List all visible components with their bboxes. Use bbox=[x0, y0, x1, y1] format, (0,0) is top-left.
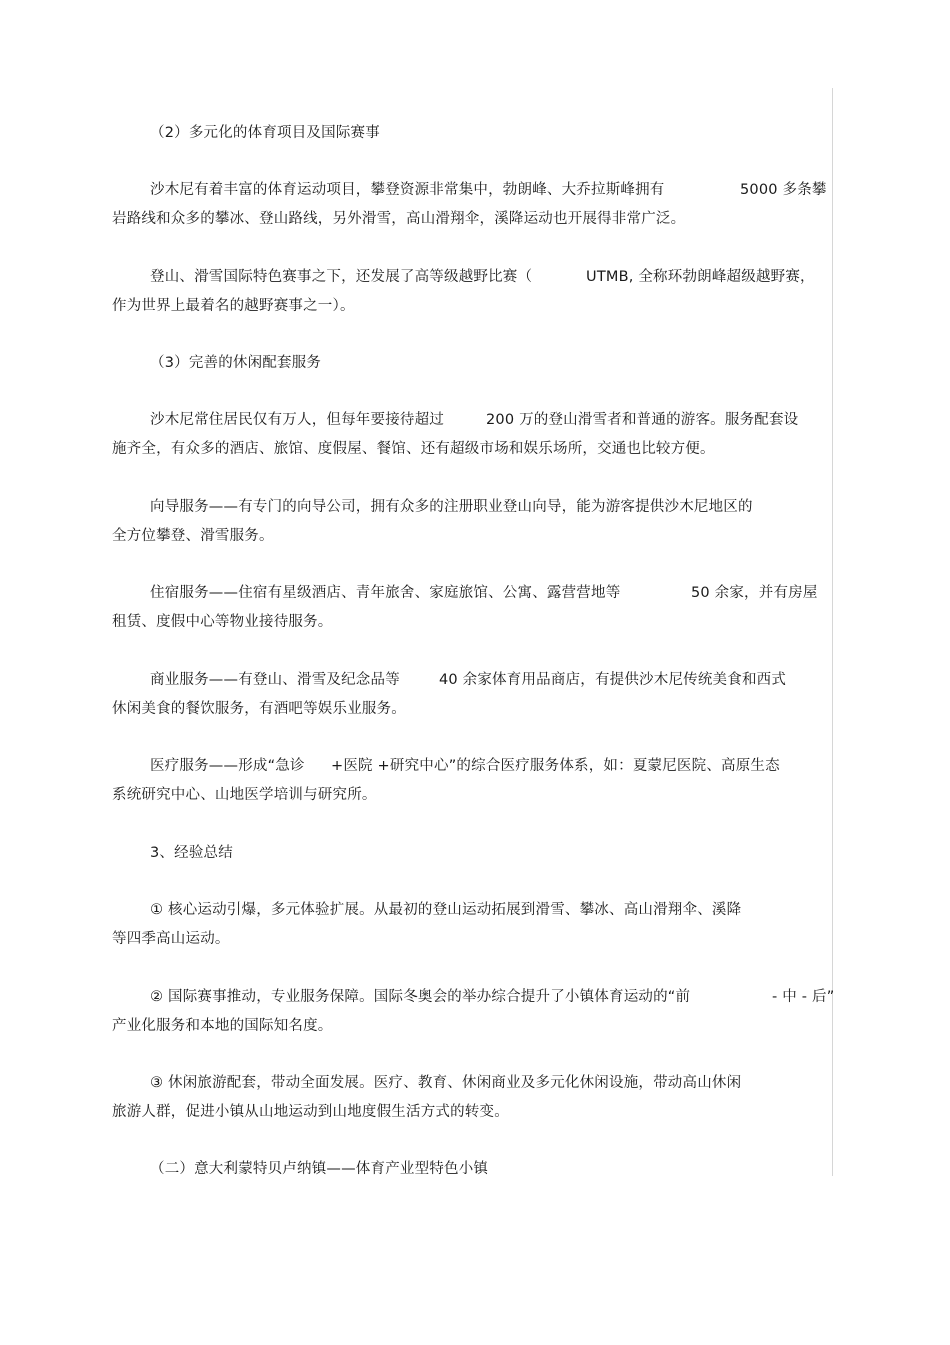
paragraph-sports-projects-line-2: 岩路线和众多的攀冰、登山路线，另外滑雪，高山滑翔伞，溪降运动也开展得非常广泛。 bbox=[112, 211, 686, 227]
paragraph-events-line-2: 作为世界上最着名的越野赛事之一）。 bbox=[112, 298, 355, 314]
paragraph-leisure-tourism-line-1: ③ 休闲旅游配套，带动全面发展。医疗、教育、休闲商业及多元化休闲设施，带动高山休闲 bbox=[150, 1075, 742, 1091]
text-segment: - 中 - 后” bbox=[772, 989, 835, 1005]
text-segment: 50 余家，并有房屋 bbox=[691, 585, 818, 601]
text-segment: 住宿服务——住宿有星级酒店、青年旅舍、家庭旅馆、公寓、露营营地等 bbox=[150, 585, 621, 601]
text-segment: ② 国际赛事推动，专业服务保障。国际冬奥会的举办综合提升了小镇体育运动的“前 bbox=[150, 989, 691, 1005]
paragraph-residents-line-2: 施齐全，有众多的酒店、旅馆、度假屋、餐馆、还有超级市场和娱乐场所，交通也比较方便。 bbox=[112, 441, 715, 457]
section-heading-diversified-sports: （2）多元化的体育项目及国际赛事 bbox=[150, 125, 380, 141]
text-segment: 40 余家体育用品商店，有提供沙木尼传统美食和西式 bbox=[439, 672, 787, 688]
paragraph-lodging-line-2: 租赁、度假中心等物业接待服务。 bbox=[112, 614, 333, 630]
text-segment: 医疗服务——形成“急诊 bbox=[150, 758, 305, 774]
text-segment: 沙木尼有着丰富的体育运动项目，攀登资源非常集中，勃朗峰、大乔拉斯峰拥有 bbox=[150, 182, 665, 198]
paragraph-core-sports-line-2: 等四季高山运动。 bbox=[112, 931, 230, 947]
section-heading-experience-summary: 3、经验总结 bbox=[150, 845, 233, 861]
paragraph-commerce-line-2: 休闲美食的餐饮服务，有酒吧等娱乐业服务。 bbox=[112, 701, 406, 717]
paragraph-guide-line-1: 向导服务——有专门的向导公司，拥有众多的注册职业登山向导，能为游客提供沙木尼地区的 bbox=[150, 499, 753, 515]
paragraph-guide-line-2: 全方位攀登、滑雪服务。 bbox=[112, 528, 274, 544]
text-segment: 商业服务——有登山、滑雪及纪念品等 bbox=[150, 672, 400, 688]
page-edge-rule bbox=[832, 88, 833, 1176]
text-segment: UTMB, 全称环勃朗峰超级越野赛， bbox=[586, 269, 815, 285]
text-segment: 登山、滑雪国际特色赛事之下，还发展了高等级越野比赛（ bbox=[150, 269, 533, 285]
text-segment: 5000 多条攀 bbox=[740, 182, 827, 198]
paragraph-core-sports-line-1: ① 核心运动引爆，多元体验扩展。从最初的登山运动拓展到滑雪、攀冰、高山滑翔伞、溪降 bbox=[150, 902, 742, 918]
text-segment: +医院 +研究中心”的综合医疗服务体系，如：夏蒙尼医院、高原生态 bbox=[331, 758, 780, 774]
section-heading-montebelluna: （二）意大利蒙特贝卢纳镇——体育产业型特色小镇 bbox=[150, 1161, 489, 1177]
section-heading-leisure-services: （3）完善的休闲配套服务 bbox=[150, 355, 322, 371]
paragraph-leisure-tourism-line-2: 旅游人群，促进小镇从山地运动到山地度假生活方式的转变。 bbox=[112, 1104, 509, 1120]
text-segment: 200 万的登山滑雪者和普通的游客。服务配套设 bbox=[486, 412, 799, 428]
text-segment: 沙木尼常住居民仅有万人，但每年要接待超过 bbox=[150, 412, 444, 428]
paragraph-medical-line-2: 系统研究中心、山地医学培训与研究所。 bbox=[112, 787, 377, 803]
paragraph-international-events-line-2: 产业化服务和本地的国际知名度。 bbox=[112, 1018, 333, 1034]
